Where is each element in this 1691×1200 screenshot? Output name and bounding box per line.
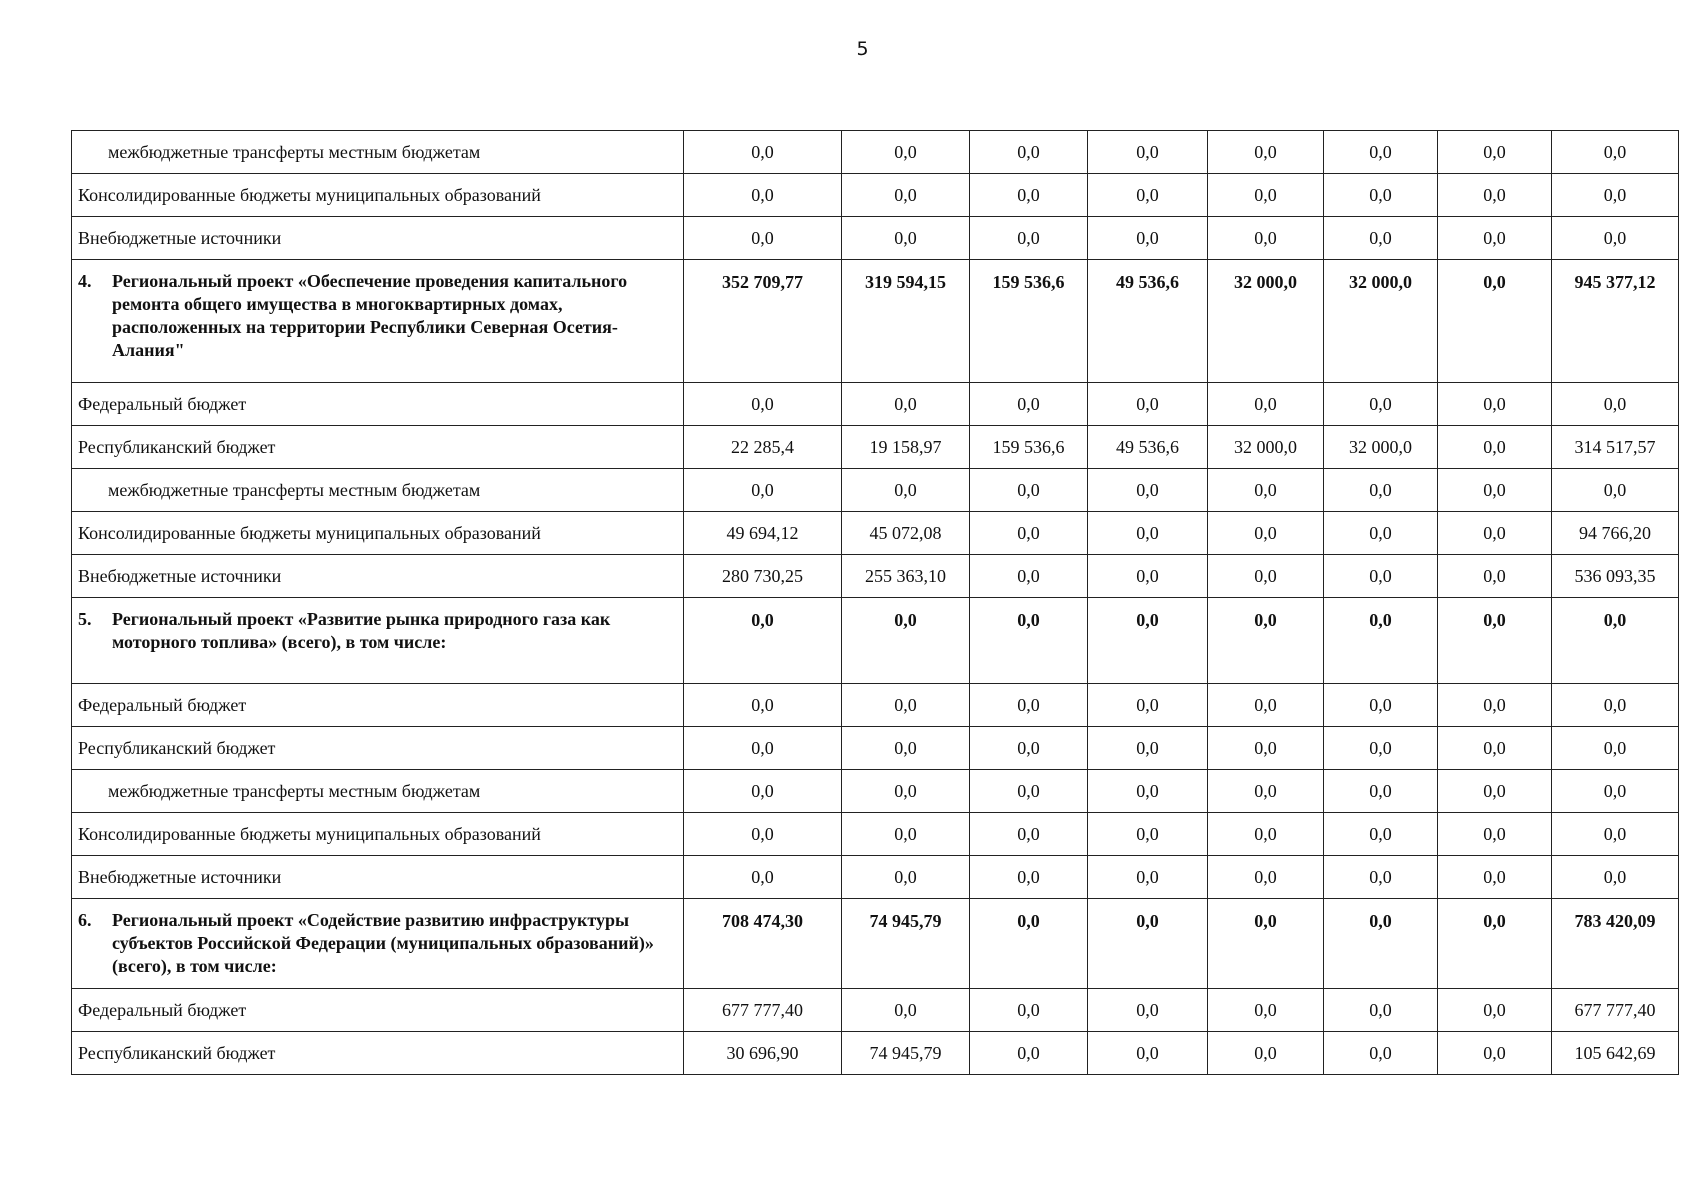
value-cell: 0,0: [1324, 383, 1438, 426]
value-cell: 94 766,20: [1552, 512, 1679, 555]
value-cell: 0,0: [970, 469, 1088, 512]
value-cell: 0,0: [1552, 383, 1679, 426]
table-body: [72, 131, 1679, 1075]
row-label-cell: Республиканский бюджет: [72, 1032, 684, 1075]
value-cell: 0,0: [1208, 512, 1324, 555]
value-cell: 0,0: [1438, 260, 1552, 383]
row-label-cell: Федеральный бюджет: [72, 989, 684, 1032]
value-cell: 32 000,0: [1324, 426, 1438, 469]
project-title-cell: [72, 260, 684, 383]
value-cell: 0,0: [1088, 899, 1208, 989]
value-cell: 0,0: [1324, 174, 1438, 217]
value-cell: 0,0: [1438, 469, 1552, 512]
value-cell: 0,0: [970, 813, 1088, 856]
value-cell: 0,0: [1438, 426, 1552, 469]
value-cell: 0,0: [842, 383, 970, 426]
value-cell: 0,0: [1088, 1032, 1208, 1075]
value-cell: 0,0: [1088, 989, 1208, 1032]
project-number: 5.: [78, 609, 92, 629]
value-cell: 0,0: [1208, 727, 1324, 770]
row-label-cell: Федеральный бюджет: [72, 684, 684, 727]
value-cell: 74 945,79: [842, 899, 970, 989]
row-label-cell: межбюджетные трансферты местным бюджетам: [72, 770, 684, 813]
budget-table: [71, 130, 1679, 1075]
table-row: [72, 770, 1679, 813]
value-cell: 0,0: [1208, 1032, 1324, 1075]
value-cell: 314 517,57: [1552, 426, 1679, 469]
row-label-cell: Консолидированные бюджеты муниципальных образований: [72, 512, 684, 555]
project-title: Региональный проект «Содействие развитию инфраструктуры субъектов Российской Федерации (муниципальных образований)» (всего), в том числе:: [112, 910, 654, 976]
value-cell: 0,0: [842, 598, 970, 684]
value-cell: 49 536,6: [1088, 426, 1208, 469]
row-label-cell: Республиканский бюджет: [72, 426, 684, 469]
project-title: Региональный проект «Развитие рынка природного газа как моторного топлива» (всего), в том числе:: [112, 609, 611, 652]
value-cell: 319 594,15: [842, 260, 970, 383]
value-cell: 0,0: [1208, 684, 1324, 727]
value-cell: 0,0: [1552, 469, 1679, 512]
value-cell: 0,0: [684, 598, 842, 684]
value-cell: 0,0: [1088, 217, 1208, 260]
table-row: [72, 989, 1679, 1032]
value-cell: 0,0: [1088, 174, 1208, 217]
value-cell: 0,0: [1438, 684, 1552, 727]
value-cell: 0,0: [684, 174, 842, 217]
value-cell: 0,0: [1208, 856, 1324, 899]
value-cell: 0,0: [684, 217, 842, 260]
value-cell: 0,0: [1438, 217, 1552, 260]
value-cell: 0,0: [1552, 684, 1679, 727]
value-cell: 0,0: [1088, 856, 1208, 899]
page-number: 5: [856, 38, 869, 60]
value-cell: 0,0: [1438, 555, 1552, 598]
value-cell: 0,0: [1324, 1032, 1438, 1075]
value-cell: 159 536,6: [970, 426, 1088, 469]
row-label-cell: межбюджетные трансферты местным бюджетам: [72, 131, 684, 174]
value-cell: 0,0: [1552, 131, 1679, 174]
value-cell: 19 158,97: [842, 426, 970, 469]
table-row: [72, 174, 1679, 217]
value-cell: 0,0: [1324, 856, 1438, 899]
value-cell: 0,0: [1088, 512, 1208, 555]
table-row: [72, 426, 1679, 469]
value-cell: 0,0: [970, 217, 1088, 260]
value-cell: 159 536,6: [970, 260, 1088, 383]
row-label-cell: Внебюджетные источники: [72, 555, 684, 598]
value-cell: 32 000,0: [1324, 260, 1438, 383]
table-row: [72, 813, 1679, 856]
value-cell: 0,0: [1438, 512, 1552, 555]
value-cell: 783 420,09: [1552, 899, 1679, 989]
value-cell: 0,0: [1088, 770, 1208, 813]
value-cell: 352 709,77: [684, 260, 842, 383]
value-cell: 49 694,12: [684, 512, 842, 555]
value-cell: 677 777,40: [1552, 989, 1679, 1032]
value-cell: 32 000,0: [1208, 260, 1324, 383]
table-row: [72, 131, 1679, 174]
value-cell: 0,0: [970, 598, 1088, 684]
value-cell: 0,0: [1208, 217, 1324, 260]
project-title: Региональный проект «Обеспечение проведения капитального ремонта общего имущества в многоквартирных домах, расположенных на территории Республики Северная Осетия-Алания": [112, 271, 628, 360]
value-cell: 0,0: [1324, 598, 1438, 684]
value-cell: 0,0: [842, 770, 970, 813]
value-cell: 32 000,0: [1208, 426, 1324, 469]
value-cell: 0,0: [684, 131, 842, 174]
value-cell: 0,0: [684, 684, 842, 727]
value-cell: 0,0: [684, 727, 842, 770]
value-cell: 0,0: [1438, 598, 1552, 684]
project-number: 4.: [78, 271, 92, 291]
table-row: [72, 383, 1679, 426]
project-title-cell: [72, 899, 684, 989]
row-label-cell: Внебюджетные источники: [72, 217, 684, 260]
value-cell: 0,0: [970, 989, 1088, 1032]
row-label-cell: Консолидированные бюджеты муниципальных образований: [72, 174, 684, 217]
value-cell: 0,0: [1088, 383, 1208, 426]
value-cell: 255 363,10: [842, 555, 970, 598]
row-label-cell: межбюджетные трансферты местным бюджетам: [72, 469, 684, 512]
value-cell: 0,0: [970, 383, 1088, 426]
value-cell: 945 377,12: [1552, 260, 1679, 383]
table-row: [72, 856, 1679, 899]
value-cell: 0,0: [970, 1032, 1088, 1075]
value-cell: 0,0: [1088, 469, 1208, 512]
table-row: [72, 1032, 1679, 1075]
value-cell: 677 777,40: [684, 989, 842, 1032]
value-cell: 0,0: [842, 684, 970, 727]
value-cell: 0,0: [970, 770, 1088, 813]
row-label-cell: Республиканский бюджет: [72, 727, 684, 770]
value-cell: 0,0: [1208, 598, 1324, 684]
value-cell: 0,0: [1088, 813, 1208, 856]
value-cell: 0,0: [1208, 770, 1324, 813]
value-cell: 0,0: [1552, 174, 1679, 217]
value-cell: 0,0: [1438, 813, 1552, 856]
value-cell: 0,0: [1438, 989, 1552, 1032]
value-cell: 74 945,79: [842, 1032, 970, 1075]
value-cell: 0,0: [1438, 174, 1552, 217]
value-cell: 0,0: [1208, 469, 1324, 512]
table-row: [72, 727, 1679, 770]
value-cell: 0,0: [1438, 899, 1552, 989]
value-cell: 0,0: [1324, 899, 1438, 989]
value-cell: 0,0: [1088, 555, 1208, 598]
table-row: [72, 684, 1679, 727]
project-number: 6.: [78, 910, 92, 930]
value-cell: 0,0: [970, 856, 1088, 899]
value-cell: 0,0: [684, 770, 842, 813]
value-cell: 0,0: [1088, 684, 1208, 727]
value-cell: 0,0: [684, 813, 842, 856]
value-cell: 0,0: [684, 856, 842, 899]
row-label-cell: Консолидированные бюджеты муниципальных образований: [72, 813, 684, 856]
project-row: [72, 598, 1679, 684]
value-cell: 0,0: [1324, 555, 1438, 598]
value-cell: 0,0: [1324, 770, 1438, 813]
value-cell: 0,0: [842, 131, 970, 174]
value-cell: 0,0: [1208, 383, 1324, 426]
table-row: [72, 469, 1679, 512]
value-cell: 0,0: [1208, 989, 1324, 1032]
value-cell: 280 730,25: [684, 555, 842, 598]
value-cell: 0,0: [1088, 727, 1208, 770]
value-cell: 0,0: [1324, 512, 1438, 555]
value-cell: 0,0: [1552, 598, 1679, 684]
value-cell: 0,0: [1552, 813, 1679, 856]
value-cell: 0,0: [1552, 727, 1679, 770]
value-cell: 0,0: [1208, 131, 1324, 174]
project-title-cell: [72, 598, 684, 684]
value-cell: 0,0: [842, 469, 970, 512]
value-cell: 0,0: [1324, 813, 1438, 856]
value-cell: 0,0: [842, 217, 970, 260]
value-cell: 0,0: [1438, 131, 1552, 174]
value-cell: 105 642,69: [1552, 1032, 1679, 1075]
value-cell: 0,0: [970, 174, 1088, 217]
value-cell: 708 474,30: [684, 899, 842, 989]
value-cell: 0,0: [1088, 131, 1208, 174]
value-cell: 22 285,4: [684, 426, 842, 469]
project-row: [72, 260, 1679, 383]
value-cell: 0,0: [970, 131, 1088, 174]
value-cell: 536 093,35: [1552, 555, 1679, 598]
value-cell: 0,0: [1088, 598, 1208, 684]
table-row: [72, 217, 1679, 260]
value-cell: 0,0: [970, 899, 1088, 989]
value-cell: 0,0: [1324, 217, 1438, 260]
value-cell: 0,0: [684, 469, 842, 512]
project-row: [72, 899, 1679, 989]
value-cell: 0,0: [970, 727, 1088, 770]
table-row: [72, 555, 1679, 598]
value-cell: 49 536,6: [1088, 260, 1208, 383]
value-cell: 0,0: [1438, 770, 1552, 813]
row-label-cell: Внебюджетные источники: [72, 856, 684, 899]
value-cell: 0,0: [970, 512, 1088, 555]
value-cell: 0,0: [684, 383, 842, 426]
value-cell: 0,0: [970, 684, 1088, 727]
value-cell: 0,0: [1324, 684, 1438, 727]
row-label-cell: Федеральный бюджет: [72, 383, 684, 426]
value-cell: 0,0: [1208, 174, 1324, 217]
value-cell: 0,0: [1552, 856, 1679, 899]
value-cell: 0,0: [970, 555, 1088, 598]
value-cell: 0,0: [1324, 727, 1438, 770]
value-cell: 0,0: [842, 856, 970, 899]
value-cell: 0,0: [1438, 727, 1552, 770]
value-cell: 0,0: [842, 989, 970, 1032]
value-cell: 0,0: [1438, 1032, 1552, 1075]
value-cell: 0,0: [842, 813, 970, 856]
value-cell: 0,0: [1324, 131, 1438, 174]
value-cell: 45 072,08: [842, 512, 970, 555]
value-cell: 0,0: [1324, 989, 1438, 1032]
value-cell: 0,0: [1552, 770, 1679, 813]
value-cell: 0,0: [1552, 217, 1679, 260]
value-cell: 0,0: [1208, 555, 1324, 598]
value-cell: 0,0: [1208, 899, 1324, 989]
value-cell: 0,0: [1208, 813, 1324, 856]
value-cell: 0,0: [842, 727, 970, 770]
value-cell: 0,0: [1438, 383, 1552, 426]
value-cell: 30 696,90: [684, 1032, 842, 1075]
table-row: [72, 512, 1679, 555]
value-cell: 0,0: [1324, 469, 1438, 512]
value-cell: 0,0: [842, 174, 970, 217]
value-cell: 0,0: [1438, 856, 1552, 899]
